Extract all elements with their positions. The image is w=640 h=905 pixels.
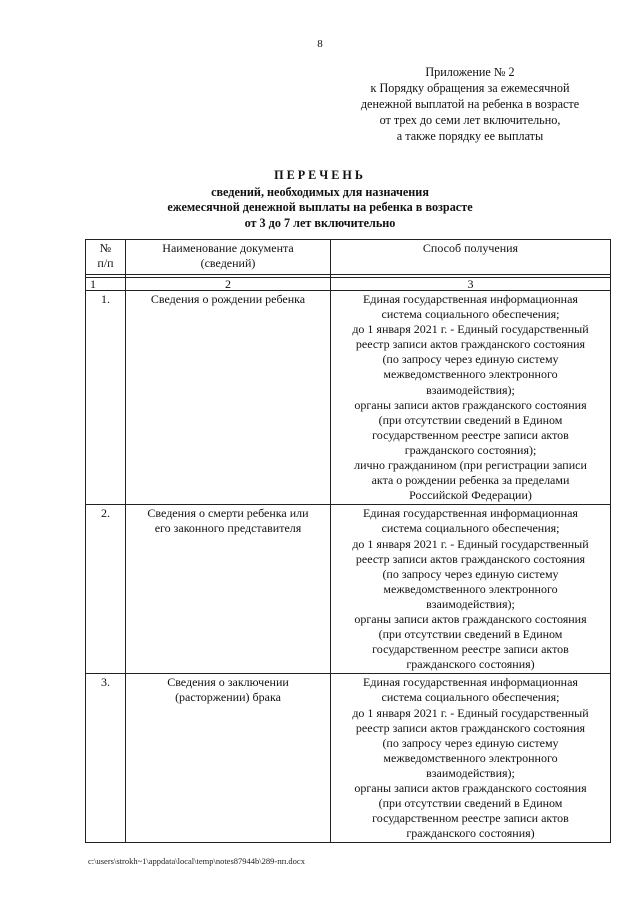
row-number: 1. (86, 291, 126, 505)
method-line: система социального обеспечения; (381, 521, 560, 536)
method-line: органы записи актов гражданского состояния (354, 611, 587, 626)
method-line: межведомственного электронного (383, 367, 558, 382)
heading-line: сведений, необходимых для назначения (211, 184, 429, 199)
header-number-line: № (99, 241, 112, 255)
method-line: реестр записи актов гражданского состояния (355, 720, 586, 735)
column-numbers-row (86, 278, 611, 291)
method-line: до 1 января 2021 г. - Единый государственный (352, 536, 589, 551)
row-number: 2. (86, 505, 126, 674)
header-method-line: Способ получения (422, 241, 519, 255)
method-line: система социального обеспечения; (381, 307, 560, 322)
header-name-line: Наименование документа (162, 241, 294, 255)
method-line: (по запросу через единую систему (382, 735, 559, 750)
method-line: (при отсутствии сведений в Едином (378, 627, 563, 642)
method-line: взаимодействия); (426, 382, 515, 397)
appendix-reference (356, 64, 584, 144)
method-line: гражданского состояния) (406, 826, 535, 841)
column-number: 1 (86, 278, 126, 291)
header-number (86, 240, 126, 275)
method-line: Единая государственная информационная (363, 292, 578, 306)
method-line: до 1 января 2021 г. - Единый государственный (352, 705, 589, 720)
method-line: (при отсутствии сведений в Едином (378, 796, 563, 811)
method-line: Российской Федерации) (409, 488, 532, 503)
row-document-name (126, 674, 331, 843)
heading-line: ежемесячной денежной выплаты на ребенка в возрасте (167, 200, 473, 214)
header-name-line: (сведений) (200, 256, 256, 271)
method-line: гражданского состояния); (404, 442, 537, 457)
method-line: Единая государственная информационная (363, 506, 578, 521)
page-number: 8 (317, 38, 323, 50)
header-number-line: п/п (97, 256, 114, 271)
method-line: лично гражданином (при регистрации записи (354, 458, 587, 473)
method-line: до 1 января 2021 г. - Единый государственный (352, 322, 589, 337)
row-method (331, 291, 611, 505)
appendix-line: к Порядку обращения за ежемесячной (370, 81, 570, 95)
row-method (331, 674, 611, 843)
row-document-name (126, 291, 331, 505)
documents-table (85, 239, 611, 843)
method-line: акта о рождении ребенка за пределами (371, 473, 570, 488)
row-method (331, 505, 611, 674)
heading-line: от 3 до 7 лет включительно (244, 215, 396, 230)
document-name-line: его законного представителя (154, 521, 302, 536)
method-line: межведомственного электронного (383, 750, 558, 765)
document-title: ПЕРЕЧЕНЬ (274, 168, 366, 182)
method-line: межведомственного электронного (383, 581, 558, 596)
appendix-line: от трех до семи лет включительно, (379, 113, 561, 127)
appendix-line: а также порядку ее выплаты (396, 129, 544, 143)
appendix-line: Приложение № 2 (425, 65, 515, 79)
method-line: органы записи актов гражданского состояния (354, 397, 587, 412)
table-row (86, 291, 611, 505)
method-line: реестр записи актов гражданского состояния (355, 337, 586, 352)
method-line: взаимодействия); (426, 765, 515, 780)
method-line: система социального обеспечения; (381, 690, 560, 705)
method-line: реестр записи актов гражданского состояния (355, 551, 586, 566)
method-line: государственном реестре записи актов (372, 811, 569, 826)
method-line: государственном реестре записи актов (372, 642, 569, 657)
header-document-name (126, 240, 331, 275)
method-line: (при отсутствии сведений в Едином (378, 412, 563, 427)
appendix-line: денежной выплатой на ребенка в возрасте (360, 97, 580, 111)
table-row (86, 674, 611, 843)
document-heading (120, 168, 520, 231)
footer-file-path: c:\users\strokh~1\appdata\local\temp\notes87944b\289-пп.docx (88, 856, 305, 866)
table-row (86, 505, 611, 674)
document-name-line: Сведения о рождении ребенка (150, 292, 306, 306)
column-number: 3 (331, 278, 611, 291)
document-name-line: Сведения о смерти ребенка или (147, 506, 309, 521)
document-name-line: Сведения о заключении (167, 675, 289, 690)
document-name-line: (расторжении) брака (175, 690, 281, 705)
method-line: Единая государственная информационная (363, 675, 578, 690)
method-line: взаимодействия); (426, 596, 515, 611)
header-method (331, 240, 611, 275)
method-line: органы записи актов гражданского состояния (354, 781, 587, 795)
method-line: (по запросу через единую систему (382, 566, 559, 581)
table-header-row (86, 240, 611, 275)
row-number: 3. (86, 674, 126, 843)
column-number: 2 (126, 278, 331, 291)
row-document-name (126, 505, 331, 674)
method-line: (по запросу через единую систему (382, 352, 559, 367)
method-line: гражданского состояния) (406, 657, 535, 672)
method-line: государственном реестре записи актов (372, 427, 569, 442)
table-body (86, 291, 611, 843)
